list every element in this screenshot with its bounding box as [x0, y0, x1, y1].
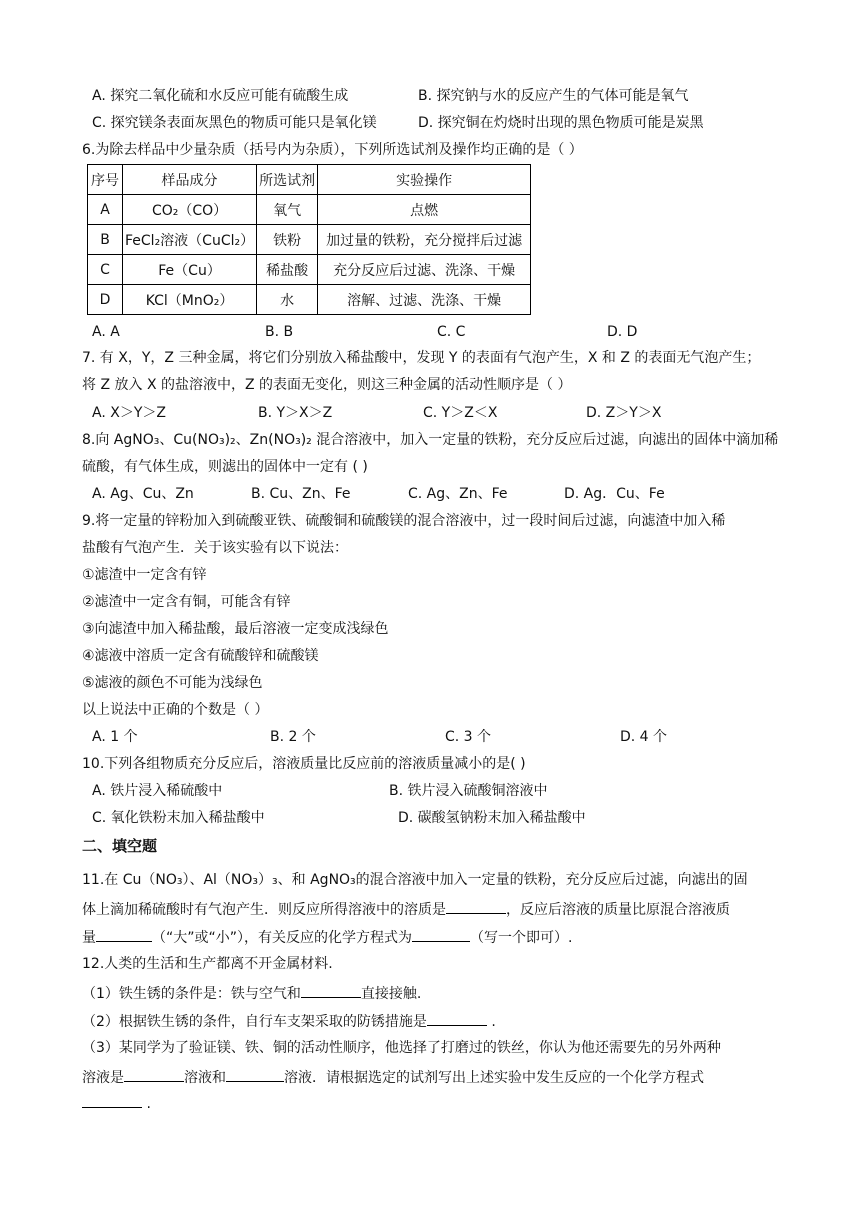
table-cell: 点燃	[318, 195, 531, 225]
table-cell: CO₂（CO）	[123, 195, 257, 225]
table-header-cell: 实验操作	[318, 165, 531, 195]
q11-text: 量	[82, 930, 96, 946]
q10-option-d: D. 碳酸氢钠粉末加入稀盐酸中	[398, 810, 586, 826]
q12-sub-2	[82, 1010, 496, 1032]
q6-stem: 6.为除去样品中少量杂质（括号内为杂质），下列所选试剂及操作均正确的是（ ）	[82, 142, 583, 158]
q11-text: （写一个即可）.	[470, 930, 573, 946]
answer-blank[interactable]	[412, 926, 470, 942]
table-row	[88, 255, 531, 285]
q6-table	[87, 164, 531, 315]
q11-text: 体上滴加稀硫酸时有气泡产生．则反应所得溶液中的溶质是	[82, 902, 446, 918]
table-cell: 水	[257, 285, 318, 315]
q12-sub-1	[82, 982, 421, 1004]
q12-text: 直接接触.	[360, 986, 422, 1002]
q8-line-1: 8.向 AgNO₃、Cu(NO₃)₂、Zn(NO₃)₂ 混合溶液中，加入一定量的铁粉，充分反应后过滤，向滤出的固体中滴加稀	[82, 432, 779, 448]
q10-option-b: B. 铁片浸入硫酸铜溶液中	[389, 783, 548, 799]
table-header-cell: 所选试剂	[257, 165, 318, 195]
answer-blank[interactable]	[427, 1010, 487, 1026]
q9-option-d: D. 4 个	[620, 729, 668, 745]
q12-sub-3-line-1: （3）某同学为了验证镁、铁、铜的活动性顺序，他选择了打磨过的铁丝，你认为他还需要先的另外两种	[82, 1040, 721, 1056]
table-cell: C	[88, 255, 123, 285]
q12-stem: 12.人类的生活和生产都离不开金属材料.	[82, 956, 333, 972]
table-header-row	[88, 165, 531, 195]
q5-option-c: C. 探究镁条表面灰黑色的物质可能只是氧化镁	[92, 115, 377, 131]
q9-ask: 以上说法中正确的个数是（ ）	[82, 702, 269, 718]
answer-blank[interactable]	[82, 1092, 142, 1108]
table-cell: 铁粉	[257, 225, 318, 255]
table-cell: D	[88, 285, 123, 315]
q10-option-c: C. 氧化铁粉末加入稀盐酸中	[92, 810, 265, 826]
table-header-cell: 序号	[88, 165, 123, 195]
answer-blank[interactable]	[226, 1066, 284, 1082]
q11-text: （“大”或“小”），有关反应的化学方程式为	[152, 930, 413, 946]
q12-text: （1）铁生锈的条件是：铁与空气和	[82, 986, 301, 1002]
section-heading: 二、填空题	[82, 837, 158, 855]
table-cell: 加过量的铁粉，充分搅拌后过滤	[318, 225, 531, 255]
table-cell: 稀盐酸	[257, 255, 318, 285]
table-cell: 充分反应后过滤、洗涤、干燥	[318, 255, 531, 285]
q10-stem: 10.下列各组物质充分反应后，溶液质量比反应前的溶液质量减小的是( )	[82, 756, 526, 772]
q8-option-c: C. Ag、Zn、Fe	[408, 486, 508, 502]
q10-option-a: A. 铁片浸入稀硫酸中	[92, 783, 223, 799]
table-cell: KCl（MnO₂）	[123, 285, 257, 315]
q7-line-1: 7. 有 X，Y，Z 三种金属，将它们分别放入稀盐酸中，发现 Y 的表面有气泡产生，X 和 Z 的表面无气泡产生；	[82, 350, 761, 366]
table-cell: 溶解、过滤、洗涤、干燥	[318, 285, 531, 315]
q6-option-b: B. B	[265, 324, 294, 340]
table-cell: B	[88, 225, 123, 255]
q12-text: .	[142, 1096, 151, 1112]
answer-blank[interactable]	[96, 926, 152, 942]
answer-blank[interactable]	[301, 982, 361, 998]
q8-line-2: 硫酸，有气体生成，则滤出的固体中一定有 ( )	[82, 459, 368, 475]
q9-option-a: A. 1 个	[92, 729, 138, 745]
q11-line-2	[82, 898, 730, 920]
q7-option-c: C. Y＞Z＜X	[423, 405, 498, 421]
table-row	[88, 285, 531, 315]
table-cell: A	[88, 195, 123, 225]
q6-option-c: C. C	[437, 324, 466, 340]
q9-line-2: 盐酸有气泡产生．关于该实验有以下说法：	[82, 540, 348, 556]
q12-text: （2）根据铁生锈的条件，自行车支架采取的防锈措施是	[82, 1014, 427, 1030]
q12-text: 溶液和	[184, 1070, 226, 1086]
q9-statement-3: ③向滤渣中加入稀盐酸，最后溶液一定变成浅绿色	[82, 621, 389, 637]
table-cell: Fe（Cu）	[123, 255, 257, 285]
q12-sub-3-line-3	[82, 1092, 151, 1114]
q6-option-d: D. D	[607, 324, 638, 340]
table-cell: FeCl₂溶液（CuCl₂）	[123, 225, 257, 255]
q11-text: ，反应后溶液的质量比原混合溶液质	[506, 902, 730, 918]
q12-text: 溶液．请根据选定的试剂写出上述实验中发生反应的一个化学方程式	[284, 1070, 704, 1086]
q9-line-1: 9.将一定量的锌粉加入到硫酸亚铁、硫酸铜和硫酸镁的混合溶液中，过一段时间后过滤，向滤渣中加入稀	[82, 513, 726, 529]
q11-line-3	[82, 926, 572, 948]
q5-option-d: D. 探究铜在灼烧时出现的黑色物质可能是炭黑	[418, 115, 704, 131]
q9-statement-2: ②滤渣中一定含有铜，可能含有锌	[82, 594, 291, 610]
q12-text: .	[486, 1014, 496, 1030]
q9-statement-5: ⑤滤液的颜色不可能为浅绿色	[82, 675, 263, 691]
answer-blank[interactable]	[124, 1066, 184, 1082]
q11-line-1: 11.在 Cu（NO₃）、Al（NO₃）₃、和 AgNO₃的混合溶液中加入一定量的铁粉，充分反应后过滤，向滤出的固	[82, 872, 748, 888]
q9-option-c: C. 3 个	[445, 729, 492, 745]
q6-option-a: A. A	[92, 324, 120, 340]
q7-line-2: 将 Z 放入 X 的盐溶液中，Z 的表面无变化，则这三种金属的活动性顺序是（ ）	[82, 377, 572, 393]
q7-option-a: A. X＞Y＞Z	[92, 405, 166, 421]
q7-option-b: B. Y＞X＞Z	[258, 405, 333, 421]
q5-option-b: B. 探究钠与水的反应产生的气体可能是氧气	[418, 88, 689, 104]
table-cell: 氧气	[257, 195, 318, 225]
table-row	[88, 225, 531, 255]
table-row	[88, 195, 531, 225]
q7-option-d: D. Z＞Y＞X	[586, 405, 662, 421]
answer-blank[interactable]	[446, 898, 506, 914]
q12-text: 溶液是	[82, 1070, 124, 1086]
q8-option-b: B. Cu、Zn、Fe	[251, 486, 351, 502]
table-header-cell: 样品成分	[123, 165, 257, 195]
q9-option-b: B. 2 个	[270, 729, 316, 745]
q8-option-d: D. Ag．Cu、Fe	[564, 486, 665, 502]
q8-option-a: A. Ag、Cu、Zn	[92, 486, 194, 502]
q9-statement-1: ①滤渣中一定含有锌	[82, 567, 207, 583]
q9-statement-4: ④滤液中溶质一定含有硫酸锌和硫酸镁	[82, 648, 319, 664]
q12-sub-3-line-2	[82, 1066, 704, 1088]
q5-option-a: A. 探究二氧化硫和水反应可能有硫酸生成	[92, 88, 349, 104]
